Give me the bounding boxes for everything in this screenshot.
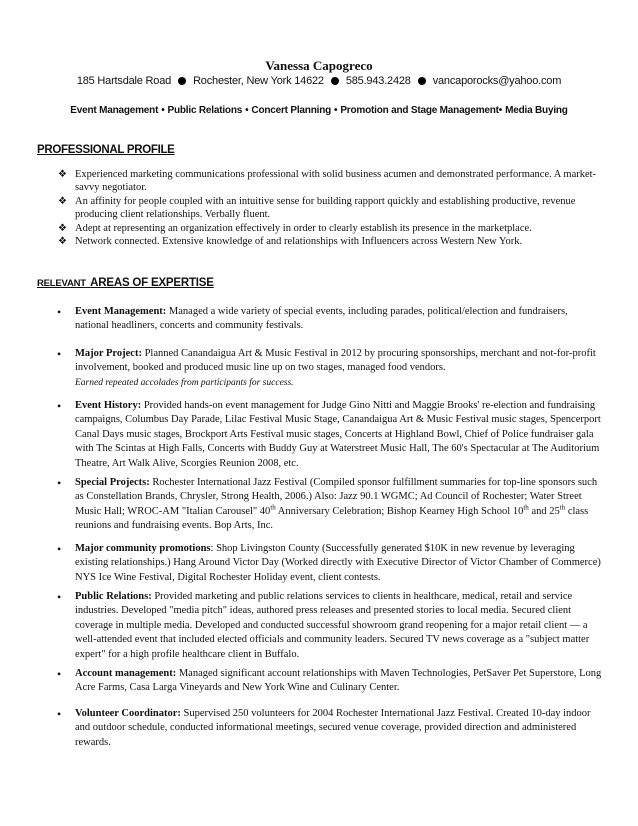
skill-item: Media Buying <box>505 105 568 116</box>
list-item: • Event History: Provided hands-on event management for Judge Gino Nitti and Maggie Brooks' re-election and fundraising campaigns, Columbus Day Parade, Lilac Festival Music Stage, Canandaigua Art & Music Festival music stages, Spencerport Canal Days music stages, Brockport Arts Festival music stages, Concerts at Highland Bowl, Chief of Police fundraiser gala with The Scintas at High Falls, Concerts with Buddy Guy at Waterstreet Music Hall, The 60's Spectacular at The Auditorium Theatre, Art Walk Alive, Scorgies Reunion 2008, etc. <box>57 399 601 469</box>
heading-main: AREAS OF EXPERTISE <box>90 277 214 289</box>
list-item: • Volunteer Coordinator: Supervised 250 volunteers for 2004 Rochester International Jazz Festival. Created 10-day indoor and outdoor schedule, conducted informational meetings, secured venue coverage, provided direction and administered rewards. <box>57 707 591 748</box>
list-item: • Account management: Managed significant account relationships with Maven Technologies, PetSaver Pet Superstore, Long Acre Farms, Casa Larga Vineyards and New York Wine and Culinary Center. <box>57 667 602 694</box>
skill-item: Promotion and Stage Management <box>340 105 499 116</box>
round-bullet-icon: • <box>57 399 62 413</box>
round-bullet-icon: • <box>57 476 62 490</box>
email-link[interactable]: vancaporocks@yahoo.com <box>432 75 562 87</box>
list-item: ❖ Adept at representing an organization effectively in order to clearly establish its presence in the marketplace. <box>58 222 532 234</box>
contact-line <box>0 75 638 87</box>
diamond-bullet-icon: ❖ <box>58 222 67 234</box>
section-heading-profile: PROFESSIONAL PROFILE <box>37 144 175 156</box>
list-item: • Special Projects: Rochester International Jazz Festival (Compiled sponsor fulfillment summaries for top-line sponsors such as Constellation Brands, Chrysler, Strong Health, 2006.) Also: Jazz 90.1 WGMC; Ad Council of Rochester; Water Street Music Hall; WROC-AM "Italian Carousel" 40th Anniversary Celebration; Bishop Kearney High School 10th and 25th class reunions and fundraising events. Bop Arts, Inc. <box>57 476 598 532</box>
list-item: • Public Relations: Provided marketing and public relations services to clients in healthcare, medical, retail and service industries. Developed "media pitch" ideas, authored press releases and presented stories to local media. Secured client coverage in multiple media. Developed and conducted successful showroom grand reopening for a major retail client — a well-attended event that included elected officials and community leaders. Secured TV news coverage as a "subject matter expert" for a high profile healthcare client in Buffalo. <box>57 590 590 660</box>
round-bullet-icon: • <box>57 347 62 361</box>
round-bullet-icon: • <box>57 667 62 681</box>
address: 185 Hartsdale Road <box>76 75 172 87</box>
round-bullet-icon: • <box>57 590 62 604</box>
city: Rochester, New York 14622 <box>193 75 324 87</box>
skill-item: Event Management <box>70 105 159 116</box>
profile-list <box>58 168 598 248</box>
list-item: ❖ Experienced marketing communications professional with solid business acumen and demonstrated performance. A market-savvy negotiator. <box>58 169 597 194</box>
round-bullet-icon: • <box>57 707 62 721</box>
separator-dot-icon <box>178 77 186 85</box>
separator-dot-icon <box>331 77 339 85</box>
skill-item: Public Relations <box>167 105 243 116</box>
bullet-icon: • <box>245 105 249 116</box>
diamond-bullet-icon: ❖ <box>58 169 67 180</box>
list-item: • Event Management: Managed a wide variety of special events, including parades, political/election and fundraisers, national headliners, concerts and community festivals. <box>57 305 568 332</box>
phone: 585.943.2428 <box>345 75 411 87</box>
diamond-bullet-icon: ❖ <box>58 195 67 207</box>
candidate-name: Vanessa Capogreco <box>265 58 373 73</box>
heading-prefix: RELEVANT <box>37 278 86 289</box>
bullet-icon: • <box>161 105 165 116</box>
list-item: ❖ An affinity for people coupled with an intuitive sense for building rapport quickly and establishing productive, revenue producing client relationships. Verbally fluent. <box>58 195 576 221</box>
diamond-bullet-icon: ❖ <box>58 236 67 248</box>
round-bullet-icon: • <box>57 542 62 556</box>
round-bullet-icon: • <box>57 305 62 319</box>
list-item: ❖ Network connected. Extensive knowledge of and relationships with Influencers across Western New York. <box>58 236 523 248</box>
bullet-icon: • <box>334 105 338 116</box>
list-item: • Major Project: Planned Canandaigua Art & Music Festival in 2012 by procuring sponsorships, merchant and not-for-profit involvement, booked and produced music line up on two stages, managed food vendors. Earned repeated accolades from participants for success. <box>57 347 596 388</box>
skill-item: Concert Planning <box>251 105 332 116</box>
skills-line <box>0 105 638 116</box>
bullet-icon: • <box>498 105 503 116</box>
separator-dot-icon <box>418 77 426 85</box>
section-heading-expertise <box>37 273 214 291</box>
list-item: • Major community promotions: Shop Livingston County (Successfully generated $10K in new revenue by leveraging existing relationships.) Hang Around Victor Day (Worked directly with Executive Director of Victor Chamber of Commerce) NYS Ice Wine Festival, Digital Rochester Holiday event, client contests. <box>57 542 601 583</box>
